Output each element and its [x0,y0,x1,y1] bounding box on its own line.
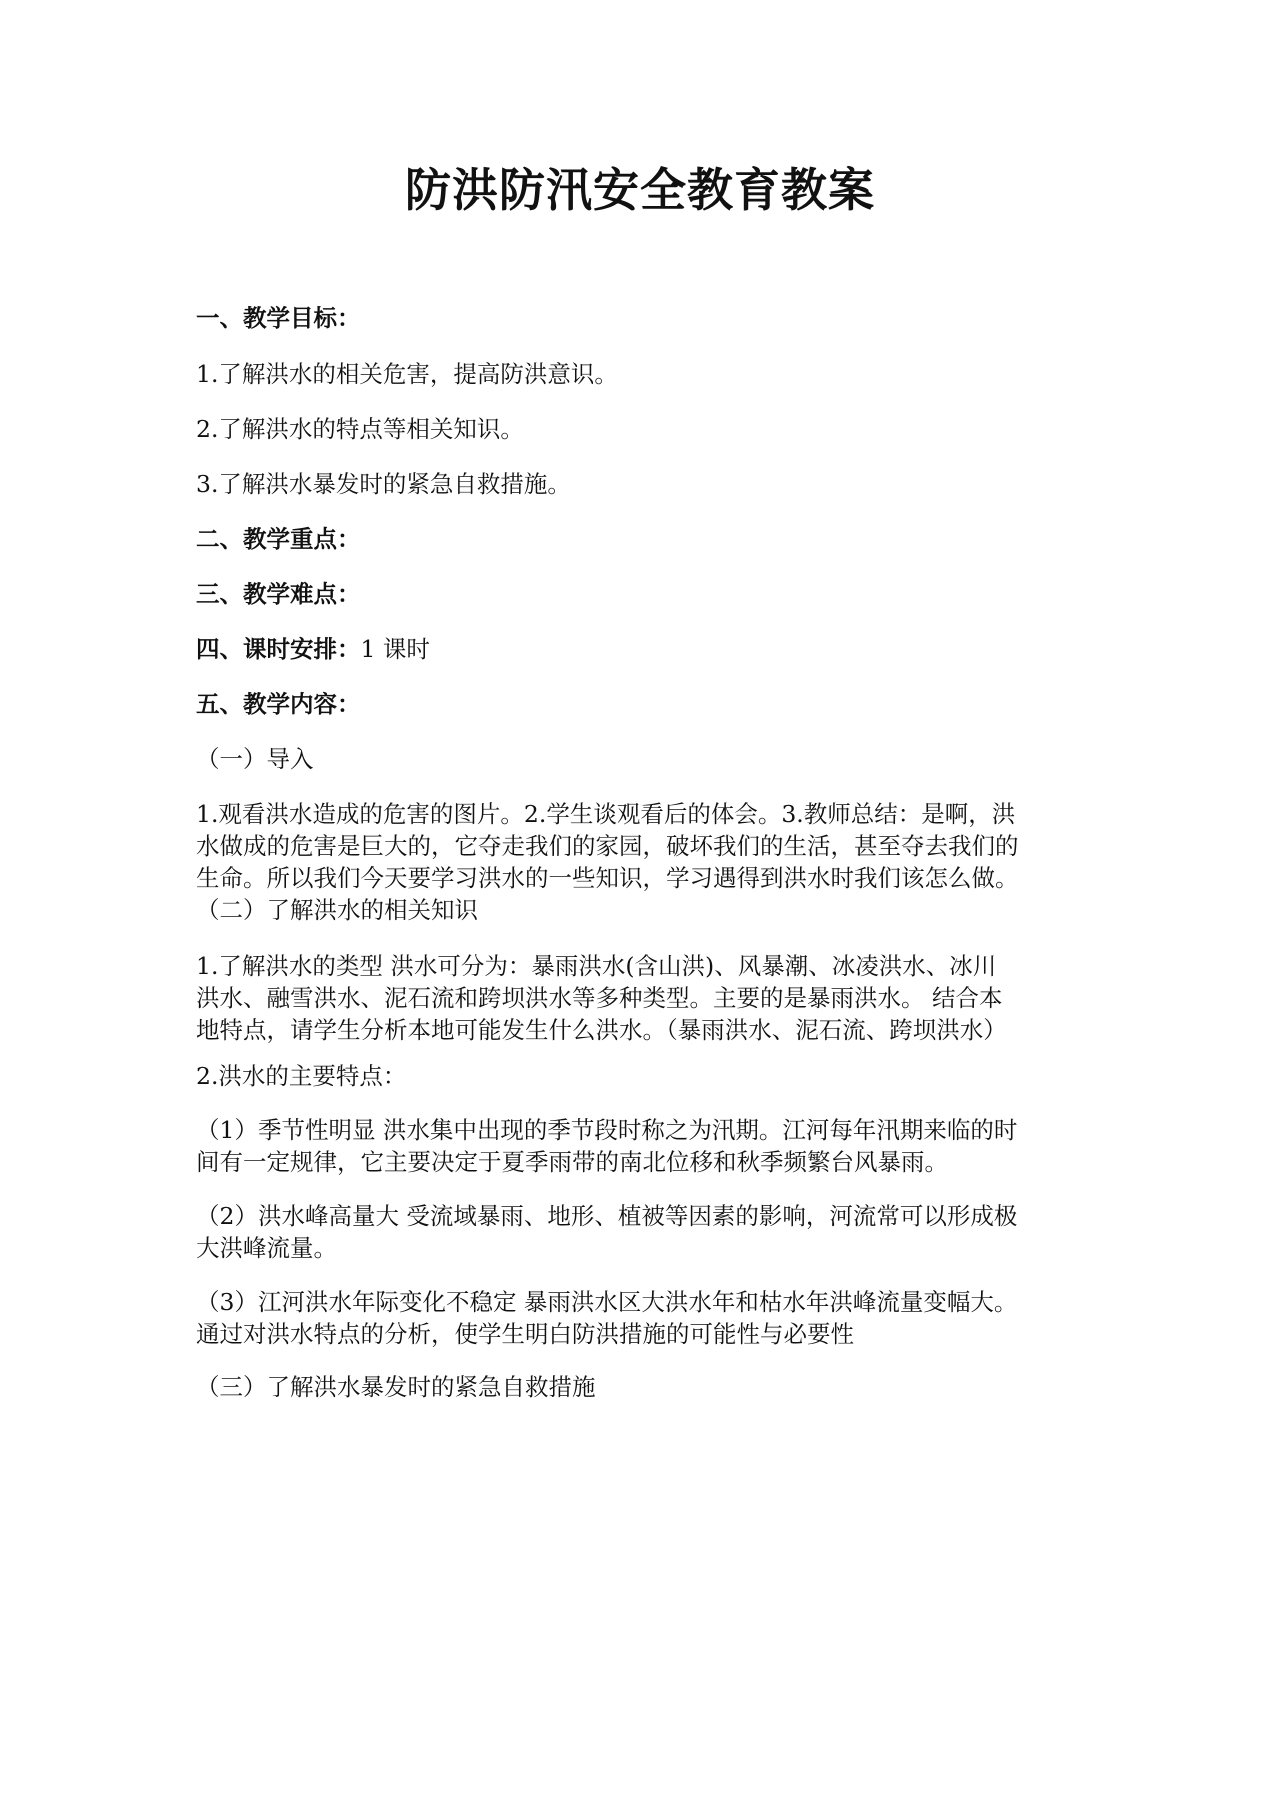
paragraph-line: （1）季节性明显 洪水集中出现的季节段时称之为汛期。江河每年汛期来临的时 [196,1116,1018,1144]
schedule-line [196,633,1096,665]
section-heading-key-points: 二、教学重点： [196,525,361,553]
feature-peak-paragraph [196,1200,1096,1264]
paragraph-line: 间有一定规律，它主要决定于夏季雨带的南北位移和秋季频繁台风暴雨。 [196,1148,948,1176]
goal-item: 1.了解洪水的相关危害，提高防洪意识。 [196,360,618,388]
section-heading-goals: 一、教学目标： [196,304,361,332]
feature-variation-paragraph [196,1286,1096,1350]
feature-seasonal-paragraph [196,1114,1096,1178]
paragraph-line: 通过对洪水特点的分析，使学生明白防洪措施的可能性与必要性 [196,1320,854,1348]
paragraph-line: （3）江河洪水年际变化不稳定 暴雨洪水区大洪水年和枯水年洪峰流量变幅大。 [196,1288,1018,1316]
paragraph-line: 大洪峰流量。 [196,1234,337,1262]
self-rescue-title: （三）了解洪水暴发时的紧急自救措施 [196,1373,596,1401]
paragraph-line: 1.观看洪水造成的危害的图片。2.学生谈观看后的体会。3.教师总结：是啊，洪 [196,800,1016,828]
paragraph-line: 地特点，请学生分析本地可能发生什么洪水。（暴雨洪水、泥石流、跨坝洪水） [196,1016,1007,1044]
document-title: 防洪防汛安全教育教案 [405,163,875,217]
paragraph-line: 洪水、融雪洪水、泥石流和跨坝洪水等多种类型。主要的是暴雨洪水。 结合本 [196,984,1003,1012]
flood-types-paragraph [196,950,1096,1046]
goal-item: 2.了解洪水的特点等相关知识。 [196,415,524,443]
goal-item: 3.了解洪水暴发时的紧急自救措施。 [196,470,571,498]
paragraph-line: 水做成的危害是巨大的，它夺走我们的家园，破坏我们的生活，甚至夺去我们的 [196,832,1019,860]
features-title: 2.洪水的主要特点： [196,1062,407,1090]
section-heading-schedule: 四、课时安排： [196,635,361,663]
schedule-value: 1 课时 [360,635,430,663]
paragraph-line: （2）洪水峰高量大 受流域暴雨、地形、植被等因素的影响，河流常可以形成极 [196,1202,1018,1230]
paragraph-line: （二）了解洪水的相关知识 [196,896,478,924]
section-heading-content: 五、教学内容： [196,690,361,718]
intro-title: （一）导入 [196,745,314,773]
section-heading-difficulties: 三、教学难点： [196,580,361,608]
intro-paragraph [196,798,1096,926]
paragraph-line: 1.了解洪水的类型 洪水可分为：暴雨洪水(含山洪)、风暴潮、冰凌洪水、冰川 [196,952,997,980]
paragraph-line: 生命。所以我们今天要学习洪水的一些知识，学习遇得到洪水时我们该怎么做。 [196,864,1019,892]
